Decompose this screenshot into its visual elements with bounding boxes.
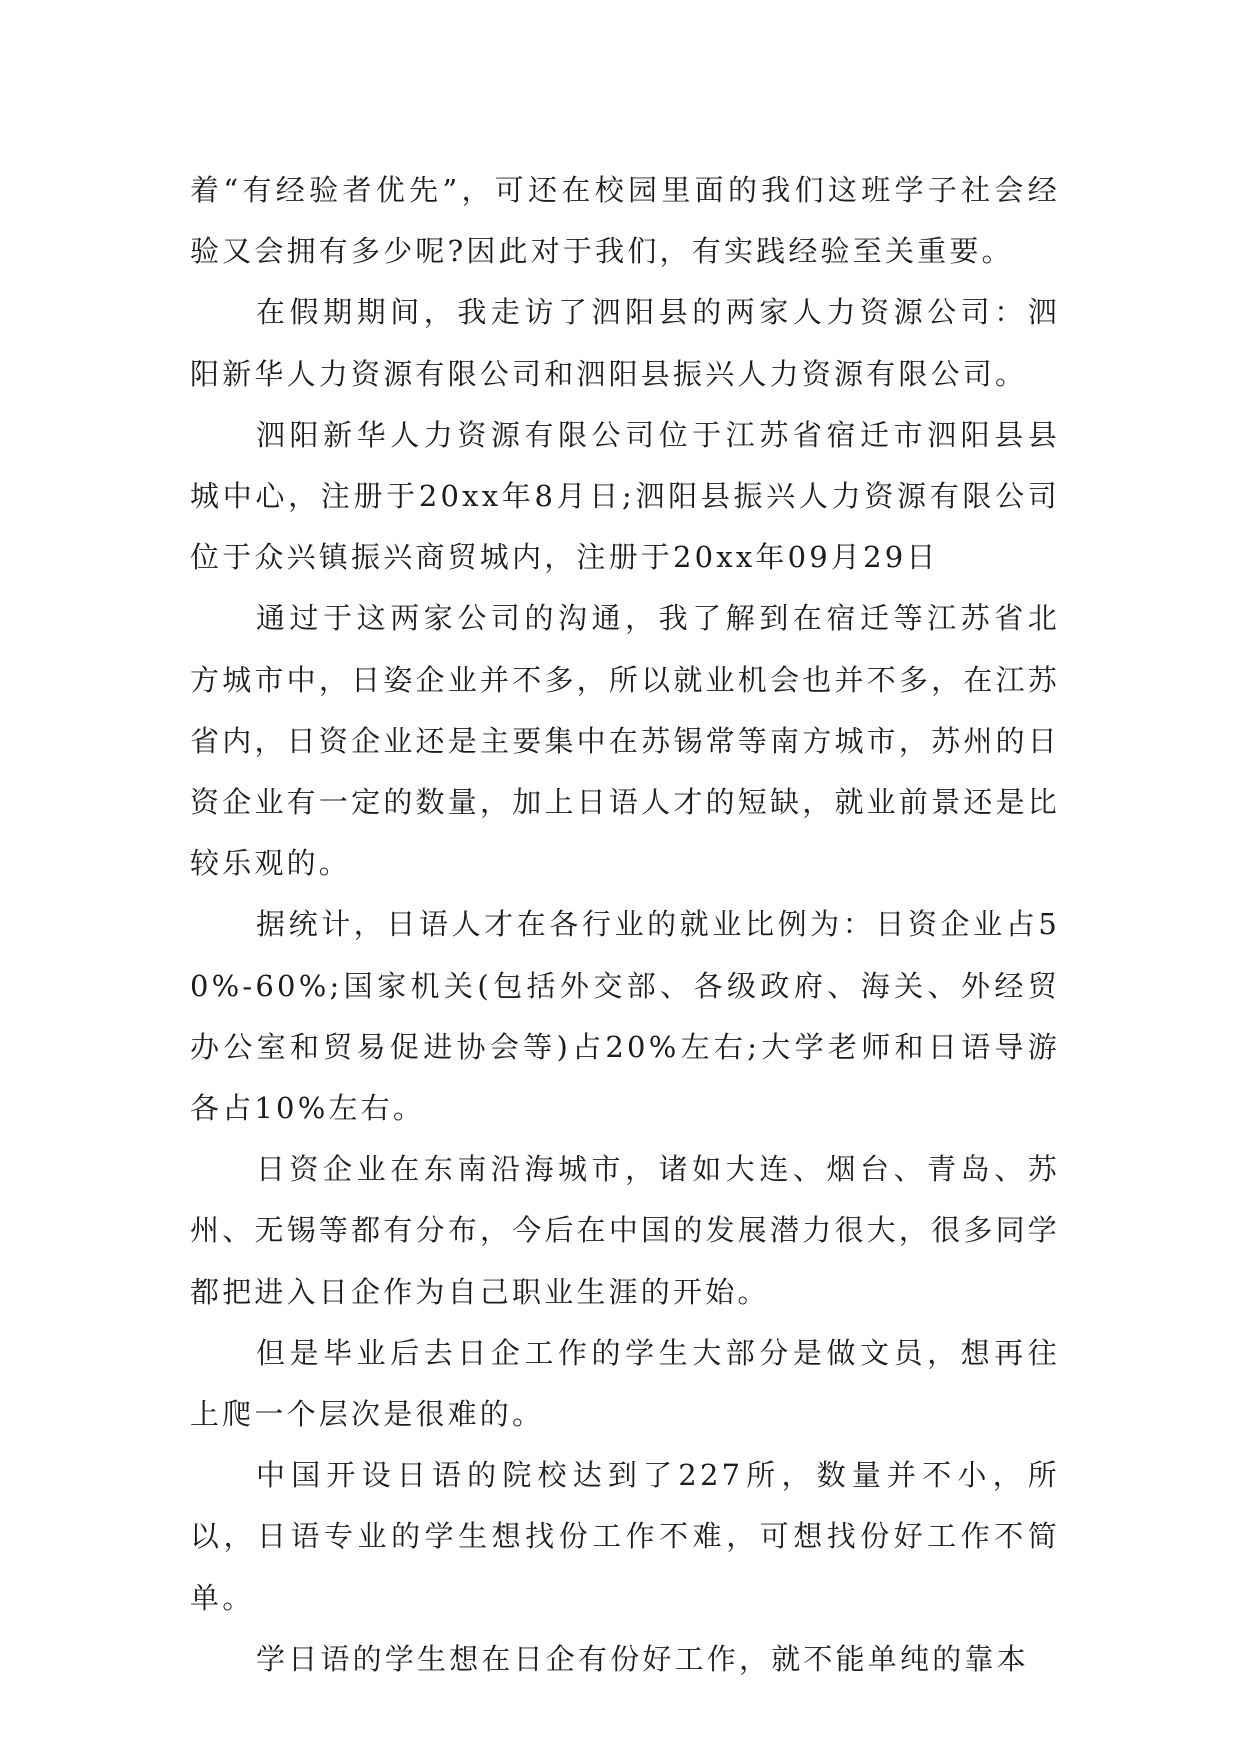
paragraph-statistics: 据统计，日语人才在各行业的就业比例为：日资企业占50%-60%;国家机关(包括外交部、各级政府、海关、外经贸办公室和贸易促进协会等)占20%左右;大学老师和日语导游各占10%左右。: [190, 907, 1060, 1126]
paragraph-distribution: 日资企业在东南沿海城市，诸如大连、烟台、青岛、苏州、无锡等都有分布，今后在中国的发展潜力很大，很多同学都把进入日企作为自己职业生涯的开始。: [190, 1152, 1060, 1309]
paragraph-good-job: 学日语的学生想在日企有份好工作，就不能单纯的靠本: [256, 1641, 1029, 1676]
paragraph-clerk: 但是毕业后去日企工作的学生大部分是做文员，想再往上爬一个层次是很难的。: [190, 1335, 1060, 1432]
paragraph-companies: 泗阳新华人力资源有限公司位于江苏省宿迁市泗阳县县城中心，注册于20xx年8月日;泗阳县振兴人力资源有限公司位于众兴镇振兴商贸城内，注册于20xx年09月29日: [190, 417, 1060, 575]
paragraph-communication: 通过于这两家公司的沟通，我了解到在宿迁等江苏省北方城市中，日姿企业并不多，所以就业机会也并不多，在江苏省内，日资企业还是主要集中在苏锡常等南方城市，苏州的日资企业有一定的数量，加上日语人才的短缺，就业前景还是比较乐观的。: [190, 601, 1060, 881]
paragraph-visit: 在假期期间，我走访了泗阳县的两家人力资源公司：泗阳新华人力资源有限公司和泗阳县振兴人力资源有限公司。: [190, 295, 1060, 391]
paragraph-colleges: 中国开设日语的院校达到了227所，数量并不小，所以，日语专业的学生想找份工作不难，可想找份好工作不简单。: [190, 1458, 1060, 1615]
paragraph-continuation: 着“有经验者优先”，可还在校园里面的我们这班学子社会经验又会拥有多少呢?因此对于我们，有实践经验至关重要。: [190, 173, 1060, 269]
document-page: [190, 160, 1060, 1690]
